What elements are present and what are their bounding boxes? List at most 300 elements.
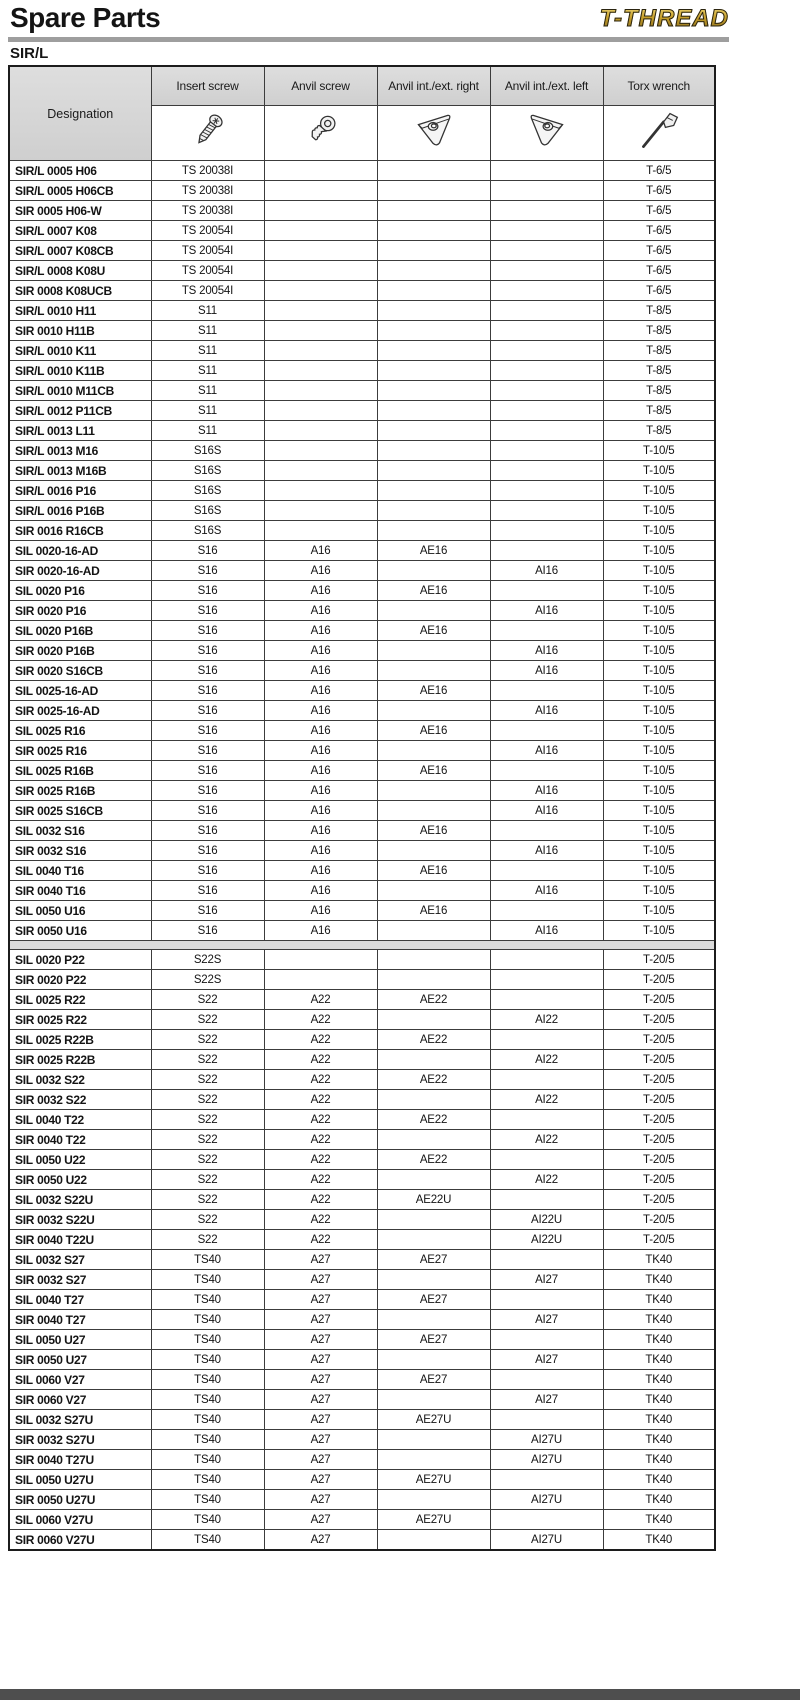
part-number-cell: A22 bbox=[264, 1230, 377, 1250]
designation-cell: SIR/L 0010 K11B bbox=[9, 361, 151, 381]
part-number-cell bbox=[377, 521, 490, 541]
part-number-cell bbox=[377, 1130, 490, 1150]
part-number-cell: T-8/5 bbox=[603, 301, 715, 321]
parts-section-large bbox=[9, 950, 715, 1551]
part-number-cell: T-10/5 bbox=[603, 601, 715, 621]
table-row bbox=[9, 181, 715, 201]
designation-cell: SIR 0020 P16 bbox=[9, 601, 151, 621]
designation-cell: SIR 0040 T22 bbox=[9, 1130, 151, 1150]
part-number-cell: A22 bbox=[264, 1050, 377, 1070]
part-number-cell bbox=[264, 501, 377, 521]
part-number-cell: T-10/5 bbox=[603, 701, 715, 721]
designation-cell: SIL 0050 U27 bbox=[9, 1330, 151, 1350]
table-row bbox=[9, 501, 715, 521]
table-row bbox=[9, 1510, 715, 1530]
part-number-cell: S22 bbox=[151, 1170, 264, 1190]
part-number-cell: T-10/5 bbox=[603, 901, 715, 921]
designation-cell: SIR 0010 H11B bbox=[9, 321, 151, 341]
table-row bbox=[9, 301, 715, 321]
designation-cell: SIL 0040 T27 bbox=[9, 1290, 151, 1310]
part-number-cell: T-6/5 bbox=[603, 161, 715, 181]
part-number-cell: T-8/5 bbox=[603, 381, 715, 401]
table-row bbox=[9, 361, 715, 381]
part-number-cell: AI16 bbox=[490, 921, 603, 941]
part-number-cell bbox=[377, 221, 490, 241]
insert-screw-icon-cell bbox=[151, 106, 264, 161]
column-header-torx-wrench: Torx wrench bbox=[603, 66, 715, 106]
part-number-cell: AE22 bbox=[377, 1110, 490, 1130]
part-number-cell: AI27 bbox=[490, 1350, 603, 1370]
designation-cell: SIL 0020 P22 bbox=[9, 950, 151, 970]
part-number-cell bbox=[377, 701, 490, 721]
part-number-cell: S16 bbox=[151, 641, 264, 661]
designation-cell: SIR 0020 S16CB bbox=[9, 661, 151, 681]
part-number-cell: A27 bbox=[264, 1490, 377, 1510]
designation-cell: SIR 0032 S27U bbox=[9, 1430, 151, 1450]
part-number-cell: T-20/5 bbox=[603, 1070, 715, 1090]
part-number-cell: T-6/5 bbox=[603, 221, 715, 241]
part-number-cell bbox=[377, 421, 490, 441]
part-number-cell: AE22 bbox=[377, 1030, 490, 1050]
part-number-cell bbox=[377, 381, 490, 401]
table-row bbox=[9, 461, 715, 481]
table-row bbox=[9, 841, 715, 861]
part-number-cell bbox=[377, 181, 490, 201]
designation-cell: SIR 0020 P22 bbox=[9, 970, 151, 990]
part-number-cell: S22 bbox=[151, 1150, 264, 1170]
part-number-cell: S16 bbox=[151, 781, 264, 801]
part-number-cell: T-10/5 bbox=[603, 661, 715, 681]
part-number-cell: AE16 bbox=[377, 761, 490, 781]
table-row bbox=[9, 521, 715, 541]
part-number-cell bbox=[264, 221, 377, 241]
part-number-cell: T-6/5 bbox=[603, 181, 715, 201]
part-number-cell: AI27U bbox=[490, 1530, 603, 1551]
part-number-cell: S22 bbox=[151, 1210, 264, 1230]
part-number-cell: A27 bbox=[264, 1350, 377, 1370]
part-number-cell bbox=[490, 621, 603, 641]
part-number-cell bbox=[490, 1470, 603, 1490]
part-number-cell: T-8/5 bbox=[603, 361, 715, 381]
part-number-cell: S11 bbox=[151, 421, 264, 441]
table-row bbox=[9, 1210, 715, 1230]
designation-cell: SIR/L 0008 K08U bbox=[9, 261, 151, 281]
designation-cell: SIL 0032 S16 bbox=[9, 821, 151, 841]
table-row bbox=[9, 901, 715, 921]
designation-cell: SIL 0025 R22B bbox=[9, 1030, 151, 1050]
designation-cell: SIL 0025 R16B bbox=[9, 761, 151, 781]
table-row bbox=[9, 401, 715, 421]
part-number-cell: AI22 bbox=[490, 1050, 603, 1070]
part-number-cell: S22 bbox=[151, 1070, 264, 1090]
part-number-cell bbox=[377, 1390, 490, 1410]
part-number-cell bbox=[264, 321, 377, 341]
part-number-cell bbox=[490, 1190, 603, 1210]
part-number-cell: AI27 bbox=[490, 1390, 603, 1410]
table-row bbox=[9, 1490, 715, 1510]
designation-cell: SIR 0025 S16CB bbox=[9, 801, 151, 821]
part-number-cell bbox=[264, 201, 377, 221]
part-number-cell: A22 bbox=[264, 1150, 377, 1170]
part-number-cell bbox=[377, 1230, 490, 1250]
part-number-cell: A16 bbox=[264, 841, 377, 861]
part-number-cell bbox=[490, 521, 603, 541]
part-number-cell: T-20/5 bbox=[603, 1190, 715, 1210]
designation-cell: SIR 0040 T27U bbox=[9, 1450, 151, 1470]
designation-cell: SIR 0005 H06-W bbox=[9, 201, 151, 221]
part-number-cell bbox=[377, 661, 490, 681]
column-header-anvil-left: Anvil int./ext. left bbox=[490, 66, 603, 106]
part-number-cell: S16 bbox=[151, 721, 264, 741]
part-number-cell: A22 bbox=[264, 1010, 377, 1030]
designation-cell: SIR 0020 P16B bbox=[9, 641, 151, 661]
designation-cell: SIR 0032 S16 bbox=[9, 841, 151, 861]
part-number-cell: AE16 bbox=[377, 581, 490, 601]
table-row bbox=[9, 341, 715, 361]
part-number-cell: T-10/5 bbox=[603, 541, 715, 561]
part-number-cell bbox=[490, 201, 603, 221]
designation-cell: SIL 0040 T22 bbox=[9, 1110, 151, 1130]
part-number-cell: T-20/5 bbox=[603, 1110, 715, 1130]
part-number-cell: T-10/5 bbox=[603, 501, 715, 521]
designation-cell: SIR/L 0013 L11 bbox=[9, 421, 151, 441]
part-number-cell: TK40 bbox=[603, 1290, 715, 1310]
part-number-cell: S22 bbox=[151, 1010, 264, 1030]
part-number-cell: TS40 bbox=[151, 1250, 264, 1270]
part-number-cell bbox=[377, 1210, 490, 1230]
part-number-cell: AI16 bbox=[490, 881, 603, 901]
part-number-cell: T-6/5 bbox=[603, 241, 715, 261]
part-number-cell: TS40 bbox=[151, 1370, 264, 1390]
designation-cell: SIR 0050 U16 bbox=[9, 921, 151, 941]
part-number-cell: T-10/5 bbox=[603, 801, 715, 821]
part-number-cell: A27 bbox=[264, 1270, 377, 1290]
page-footer-bar bbox=[0, 1689, 800, 1700]
part-number-cell: AI27U bbox=[490, 1450, 603, 1470]
part-number-cell: T-20/5 bbox=[603, 1090, 715, 1110]
part-number-cell: S16 bbox=[151, 841, 264, 861]
part-number-cell bbox=[264, 381, 377, 401]
part-number-cell: S16 bbox=[151, 581, 264, 601]
anvil-int-left-icon-cell bbox=[490, 106, 603, 161]
part-number-cell: T-8/5 bbox=[603, 421, 715, 441]
part-number-cell: AI22 bbox=[490, 1170, 603, 1190]
part-number-cell: S16 bbox=[151, 601, 264, 621]
designation-cell: SIR 0020-16-AD bbox=[9, 561, 151, 581]
part-number-cell: S16S bbox=[151, 521, 264, 541]
part-number-cell: S16 bbox=[151, 881, 264, 901]
part-number-cell: T-8/5 bbox=[603, 321, 715, 341]
part-number-cell: T-10/5 bbox=[603, 581, 715, 601]
part-number-cell: TS40 bbox=[151, 1470, 264, 1490]
part-number-cell bbox=[490, 581, 603, 601]
designation-cell: SIR 0008 K08UCB bbox=[9, 281, 151, 301]
part-number-cell: T-10/5 bbox=[603, 721, 715, 741]
part-number-cell: T-10/5 bbox=[603, 641, 715, 661]
part-number-cell: TK40 bbox=[603, 1490, 715, 1510]
table-row bbox=[9, 1450, 715, 1470]
part-number-cell bbox=[377, 781, 490, 801]
part-number-cell bbox=[490, 821, 603, 841]
part-number-cell: T-10/5 bbox=[603, 881, 715, 901]
table-row bbox=[9, 1050, 715, 1070]
table-row bbox=[9, 990, 715, 1010]
part-number-cell bbox=[377, 561, 490, 581]
designation-cell: SIR 0060 V27 bbox=[9, 1390, 151, 1410]
part-number-cell: A27 bbox=[264, 1450, 377, 1470]
designation-cell: SIR 0050 U27 bbox=[9, 1350, 151, 1370]
part-number-cell bbox=[377, 261, 490, 281]
anvil-ext-right-icon-cell bbox=[377, 106, 490, 161]
designation-cell: SIR 0040 T27 bbox=[9, 1310, 151, 1330]
part-number-cell: AI16 bbox=[490, 601, 603, 621]
part-number-cell: T-20/5 bbox=[603, 1130, 715, 1150]
part-number-cell: AE27U bbox=[377, 1410, 490, 1430]
part-number-cell bbox=[490, 481, 603, 501]
part-number-cell: AE16 bbox=[377, 621, 490, 641]
table-row bbox=[9, 761, 715, 781]
part-number-cell: T-10/5 bbox=[603, 461, 715, 481]
part-number-cell bbox=[264, 521, 377, 541]
designation-cell: SIR/L 0016 P16 bbox=[9, 481, 151, 501]
part-number-cell bbox=[490, 761, 603, 781]
part-number-cell: A22 bbox=[264, 1190, 377, 1210]
part-number-cell: S22 bbox=[151, 1190, 264, 1210]
part-number-cell: A16 bbox=[264, 701, 377, 721]
part-number-cell bbox=[377, 1010, 490, 1030]
table-row bbox=[9, 1310, 715, 1330]
designation-cell: SIL 0032 S27 bbox=[9, 1250, 151, 1270]
part-number-cell: TS40 bbox=[151, 1290, 264, 1310]
part-number-cell: TS40 bbox=[151, 1410, 264, 1430]
designation-cell: SIR/L 0007 K08 bbox=[9, 221, 151, 241]
part-number-cell: A16 bbox=[264, 581, 377, 601]
section-separator bbox=[9, 941, 715, 950]
part-number-cell bbox=[377, 950, 490, 970]
part-number-cell: A27 bbox=[264, 1310, 377, 1330]
designation-cell: SIL 0050 U22 bbox=[9, 1150, 151, 1170]
part-number-cell: T-10/5 bbox=[603, 921, 715, 941]
part-number-cell: AI16 bbox=[490, 841, 603, 861]
part-number-cell: TS 20054I bbox=[151, 241, 264, 261]
designation-cell: SIR 0025 R16B bbox=[9, 781, 151, 801]
table-row bbox=[9, 970, 715, 990]
anvil-ext-right-icon bbox=[412, 109, 456, 158]
part-number-cell bbox=[377, 801, 490, 821]
table-row bbox=[9, 1030, 715, 1050]
part-number-cell: T-10/5 bbox=[603, 761, 715, 781]
part-number-cell: AI16 bbox=[490, 741, 603, 761]
table-row bbox=[9, 1270, 715, 1290]
table-row bbox=[9, 241, 715, 261]
designation-cell: SIR 0050 U27U bbox=[9, 1490, 151, 1510]
designation-cell: SIR 0050 U22 bbox=[9, 1170, 151, 1190]
page-title: Spare Parts bbox=[10, 2, 161, 33]
part-number-cell: AI27U bbox=[490, 1430, 603, 1450]
part-number-cell: AI16 bbox=[490, 561, 603, 581]
table-row bbox=[9, 1250, 715, 1270]
part-number-cell bbox=[264, 281, 377, 301]
designation-cell: SIL 0025-16-AD bbox=[9, 681, 151, 701]
part-number-cell: A16 bbox=[264, 921, 377, 941]
part-number-cell: TK40 bbox=[603, 1470, 715, 1490]
designation-cell: SIL 0020-16-AD bbox=[9, 541, 151, 561]
table-row bbox=[9, 1230, 715, 1250]
part-number-cell: S11 bbox=[151, 301, 264, 321]
part-number-cell bbox=[377, 441, 490, 461]
table-row bbox=[9, 1010, 715, 1030]
part-number-cell bbox=[377, 641, 490, 661]
part-number-cell bbox=[377, 1450, 490, 1470]
part-number-cell: T-10/5 bbox=[603, 561, 715, 581]
part-number-cell bbox=[490, 361, 603, 381]
part-number-cell: A16 bbox=[264, 881, 377, 901]
part-number-cell: A16 bbox=[264, 621, 377, 641]
designation-cell: SIR 0025 R22B bbox=[9, 1050, 151, 1070]
part-number-cell bbox=[377, 321, 490, 341]
part-number-cell bbox=[377, 201, 490, 221]
table-row bbox=[9, 1150, 715, 1170]
part-number-cell: TK40 bbox=[603, 1530, 715, 1551]
part-number-cell: S16 bbox=[151, 861, 264, 881]
designation-cell: SIR 0040 T16 bbox=[9, 881, 151, 901]
part-number-cell: T-10/5 bbox=[603, 781, 715, 801]
part-number-cell: TK40 bbox=[603, 1370, 715, 1390]
part-number-cell: A22 bbox=[264, 1110, 377, 1130]
part-number-cell: S22 bbox=[151, 990, 264, 1010]
part-number-cell: T-20/5 bbox=[603, 1150, 715, 1170]
part-number-cell: T-8/5 bbox=[603, 341, 715, 361]
table-row bbox=[9, 801, 715, 821]
part-number-cell: A16 bbox=[264, 821, 377, 841]
part-number-cell bbox=[377, 1270, 490, 1290]
table-row bbox=[9, 621, 715, 641]
part-number-cell: AE27 bbox=[377, 1330, 490, 1350]
part-number-cell: TS 20054I bbox=[151, 281, 264, 301]
part-number-cell: TS 20038I bbox=[151, 201, 264, 221]
part-number-cell: T-20/5 bbox=[603, 990, 715, 1010]
part-number-cell bbox=[490, 321, 603, 341]
part-number-cell: S22 bbox=[151, 1230, 264, 1250]
part-number-cell bbox=[490, 1370, 603, 1390]
part-number-cell: AI27 bbox=[490, 1310, 603, 1330]
part-number-cell: TK40 bbox=[603, 1450, 715, 1470]
part-number-cell: S16 bbox=[151, 901, 264, 921]
title-divider bbox=[8, 37, 729, 42]
part-number-cell: S16 bbox=[151, 921, 264, 941]
part-number-cell: S16S bbox=[151, 481, 264, 501]
part-number-cell: A16 bbox=[264, 741, 377, 761]
part-number-cell: A16 bbox=[264, 801, 377, 821]
part-number-cell: S16 bbox=[151, 681, 264, 701]
part-number-cell bbox=[490, 861, 603, 881]
part-number-cell bbox=[490, 950, 603, 970]
part-number-cell bbox=[377, 1490, 490, 1510]
part-number-cell: TS 20054I bbox=[151, 221, 264, 241]
part-number-cell bbox=[490, 161, 603, 181]
series-subtitle: SIR/L bbox=[10, 45, 49, 62]
designation-cell: SIL 0020 P16 bbox=[9, 581, 151, 601]
part-number-cell: T-20/5 bbox=[603, 1170, 715, 1190]
part-number-cell bbox=[490, 541, 603, 561]
part-number-cell: S22 bbox=[151, 1130, 264, 1150]
part-number-cell bbox=[490, 441, 603, 461]
designation-cell: SIR/L 0010 K11 bbox=[9, 341, 151, 361]
designation-cell: SIL 0040 T16 bbox=[9, 861, 151, 881]
part-number-cell: A16 bbox=[264, 901, 377, 921]
part-number-cell: S11 bbox=[151, 321, 264, 341]
part-number-cell: AE22 bbox=[377, 990, 490, 1010]
part-number-cell: A22 bbox=[264, 1170, 377, 1190]
designation-cell: SIR 0032 S22 bbox=[9, 1090, 151, 1110]
designation-cell: SIL 0025 R16 bbox=[9, 721, 151, 741]
part-number-cell bbox=[264, 421, 377, 441]
designation-cell: SIR 0032 S22U bbox=[9, 1210, 151, 1230]
part-number-cell: S16 bbox=[151, 661, 264, 681]
part-number-cell bbox=[377, 481, 490, 501]
part-number-cell: TS40 bbox=[151, 1510, 264, 1530]
part-number-cell bbox=[377, 161, 490, 181]
part-number-cell: S22S bbox=[151, 970, 264, 990]
designation-cell: SIR/L 0007 K08CB bbox=[9, 241, 151, 261]
part-number-cell: A27 bbox=[264, 1410, 377, 1430]
part-number-cell: TK40 bbox=[603, 1330, 715, 1350]
table-row bbox=[9, 601, 715, 621]
part-number-cell bbox=[490, 261, 603, 281]
designation-cell: SIR/L 0013 M16B bbox=[9, 461, 151, 481]
part-number-cell bbox=[264, 361, 377, 381]
part-number-cell bbox=[377, 341, 490, 361]
part-number-cell: T-20/5 bbox=[603, 970, 715, 990]
part-number-cell bbox=[377, 461, 490, 481]
part-number-cell: S16S bbox=[151, 501, 264, 521]
part-number-cell: S22S bbox=[151, 950, 264, 970]
part-number-cell bbox=[490, 721, 603, 741]
part-number-cell: T-6/5 bbox=[603, 281, 715, 301]
part-number-cell: AI27U bbox=[490, 1490, 603, 1510]
table-row bbox=[9, 541, 715, 561]
part-number-cell: S11 bbox=[151, 341, 264, 361]
designation-cell: SIR/L 0005 H06CB bbox=[9, 181, 151, 201]
part-number-cell bbox=[377, 1050, 490, 1070]
designation-cell: SIL 0032 S22U bbox=[9, 1190, 151, 1210]
part-number-cell: A16 bbox=[264, 681, 377, 701]
table-row bbox=[9, 701, 715, 721]
designation-cell: SIR/L 0016 P16B bbox=[9, 501, 151, 521]
table-row bbox=[9, 261, 715, 281]
table-row bbox=[9, 221, 715, 241]
part-number-cell: S11 bbox=[151, 401, 264, 421]
part-number-cell: A27 bbox=[264, 1370, 377, 1390]
part-number-cell: T-10/5 bbox=[603, 681, 715, 701]
part-number-cell bbox=[377, 361, 490, 381]
part-number-cell: A27 bbox=[264, 1330, 377, 1350]
part-number-cell: AI22 bbox=[490, 1090, 603, 1110]
part-number-cell bbox=[264, 441, 377, 461]
table-header bbox=[9, 66, 715, 161]
part-number-cell: S22 bbox=[151, 1090, 264, 1110]
part-number-cell: S16 bbox=[151, 541, 264, 561]
part-number-cell bbox=[264, 341, 377, 361]
part-number-cell bbox=[490, 1330, 603, 1350]
parts-section-small bbox=[9, 161, 715, 941]
designation-cell: SIL 0050 U27U bbox=[9, 1470, 151, 1490]
part-number-cell: AE16 bbox=[377, 681, 490, 701]
table-row bbox=[9, 321, 715, 341]
table-row bbox=[9, 741, 715, 761]
part-number-cell: S11 bbox=[151, 381, 264, 401]
table-row bbox=[9, 1090, 715, 1110]
